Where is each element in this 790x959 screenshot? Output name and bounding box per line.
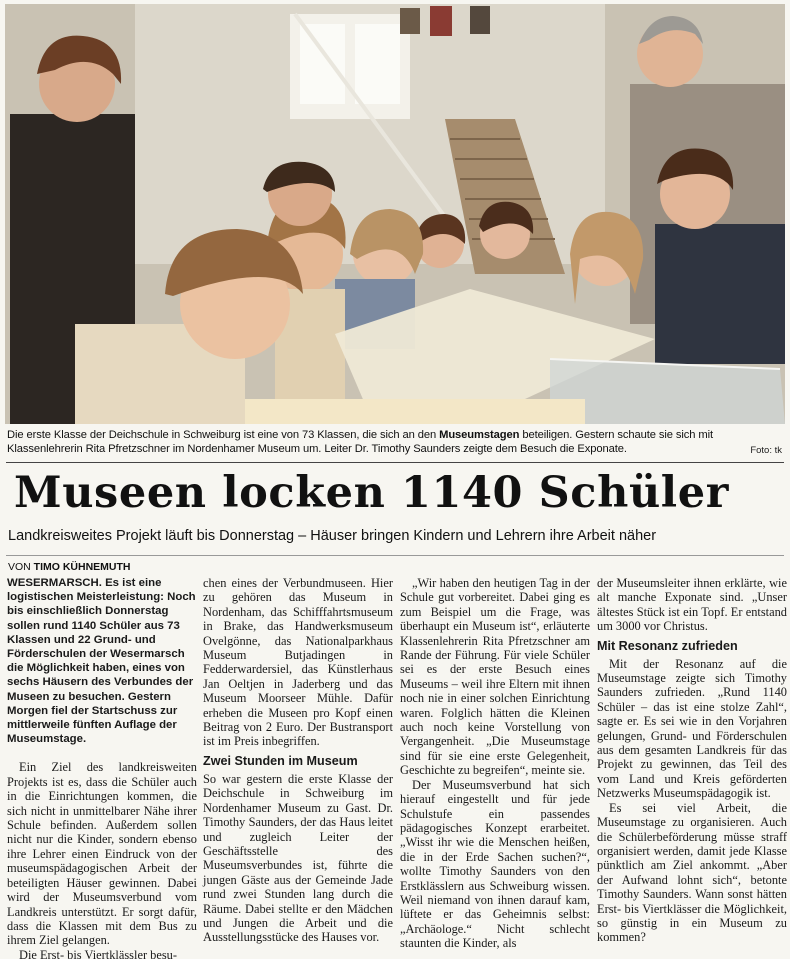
paragraph: der Museumsleiter ihnen erklärte, wie alt manche Exponate sind. „Unser ältestes Stück ist ein Topf. Er entstand um 3000 vor Christus. xyxy=(597,576,787,634)
museum-visit-photo xyxy=(5,4,785,424)
paragraph: chen eines der Verbundmuseen. Hier zu gehören das Museum in Nordenham, das Schifffahrtsmuseum in Brake, das Handwerksmuseum Ovelgönne, das Nationalparkhaus Museum Butjadingen in Fedderwardersiel, das Künstlerhaus Jan Oeltjen in Jaderberg und das Museum Moorseer Mühle. Dafür erheben die Museen pro Kopf einen Beitrag von 2 Euro. Der Bustransport ist im Preis inbegriffen. xyxy=(203,576,393,749)
photo-illustration xyxy=(5,4,785,424)
photo-caption xyxy=(7,428,785,456)
lead-paragraph: WESERMARSCH. Es ist eine logistischen Meisterleistung: Noch bis einschließlich Donnerstag sollen rund 1140 Schüler aus 73 Klassen und 22 Grund- und Förderschulen der Wesermarsch die Möglichkeit haben, eines von sechs Häusern des Verbundes der Museen zu besuchen. Gestern Morgen fiel der Startschuss zur mittlerweile fünften Auflage der Museumstage. xyxy=(7,577,196,746)
byline xyxy=(8,561,131,574)
article-column-3 xyxy=(400,576,590,951)
paragraph: So war gestern die erste Klasse der Deichschule in Schweiburg im Nordenhamer Museum zu Gast. Dr. Timothy Saunders, der das Haus leitet und zugleich Leiter der Geschäftsstelle des Museumsverbundes ist, führte die jungen Gäste aus der Gemeinde Jade rund zwei Stunden lang durch die Räume. Dabei stellte er den Mädchen und Jungen die Arbeit und die Ausstellungsstücke des Hauses vor. xyxy=(203,771,393,945)
caption-text-rest: beteiligen. Gestern schaute sie sich mit Klassenlehrerin Rita Pfretzschner im Nordenhamer Museum um. Leiter Dr. Timothy Saunders zeigte dem Besuch die Exponate. xyxy=(7,429,714,455)
article-column-1 xyxy=(7,576,197,959)
paragraph: Ein Ziel des landkreisweiten Projekts ist es, dass die Schüler auch in die Einrichtungen kommen, die sich nicht in unmittelbarer Nähe ihrer Schule befinden. Außerdem sollen nicht nur die Kinder, sondern ebenso ihre Lehrer einen Eindruck von der museumspädagogischen Arbeit der beteiligten Häuser gewinnen. Dabei wird der Museumsverbund vom Landkreis unterstützt. Er sorgt dafür, dass die Klassen mit dem Bus zu ihrem Ziel gelangen. xyxy=(7,760,197,948)
caption-bold: Museumstagen xyxy=(439,429,520,441)
subheadline: Landkreisweites Projekt läuft bis Donnerstag – Häuser bringen Kindern und Lehrern ihre Arbeit näher xyxy=(8,528,657,544)
paragraph: Der Museumsverbund hat sich hierauf eingestellt und für jede Schulstufe ein passendes pädagogisches Konzept erarbeitet. „Wisst ihr wie die Menschen heißen, die in der Erde Sachen suchen?“, wollte Timothy Saunders von den Erstklässlern aus Schweiburg wissen. Weil niemand von ihnen darauf kam, lüftete er das Geheimnis selbst: „Archäologe.“ Nicht schlecht staunten die Kinder, als xyxy=(400,777,590,951)
photo-credit: Foto: tk xyxy=(750,445,782,456)
divider xyxy=(6,462,784,463)
paragraph: Es sei viel Arbeit, die Museumstage zu organisieren. Auch die Schülerbeförderung müsse straff organisiert werden, damit jede Klasse pünktlich am Ziel ankommt. „Aber der Aufwand lohnt sich“, betonte Timothy Saunders. Wann sonst hätten Erst- bis Viertklässer die Möglichkeit, so günstig in ein Museum zu kommen? xyxy=(597,800,787,945)
paragraph: Die Erst- bis Viertklässler besu- xyxy=(19,947,178,959)
paragraph: „Wir haben den heutigen Tag in der Schule gut vorbereitet. Dabei ging es zum Beispiel um die Frage, was überhaupt ein Museum ist“, erläuterte Klassenlehrerin Rita Pfretzschner am Rande der Führung. Für viele Schüler sei es der erste Besuch eines Museums – weil ihre Eltern mit ihnen noch nie in einer solchen Einrichtung waren. Folglich hätten die Kleinen auch noch keine Vorstellung von Vergangenheit. „Die Museumstage sind für sie eine erste Gelegenheit, Geschichte zu begreifen“, meinte sie. xyxy=(400,576,590,778)
divider xyxy=(6,555,784,556)
section-heading: Zwei Stunden im Museum xyxy=(203,753,358,768)
byline-author: TIMO KÜHNEMUTH xyxy=(33,561,131,573)
headline: Museen locken 1140 Schüler xyxy=(14,468,729,518)
article-column-2 xyxy=(203,576,393,945)
byline-prefix: VON xyxy=(8,561,34,573)
article-column-4 xyxy=(597,576,787,945)
section-heading: Mit Resonanz zufrieden xyxy=(597,638,738,653)
paragraph: Mit der Resonanz auf die Museumstage zeigte sich Timothy Saunders zufrieden. „Rund 1140 Schüler – das ist eine stolze Zahl“, sagte er. Es sei wie in den Vorjahren gelungen, Grund- und Förderschulen aus dem gesamten Landkreis für das Projekt zu gewinnen, das Teil des vom Land und Kreis geförderten Netzwerks Museumspädagogik ist. xyxy=(597,656,787,801)
caption-text: Die erste Klasse der Deichschule in Schweiburg ist eine von 73 Klassen, die sich an den xyxy=(7,429,440,441)
